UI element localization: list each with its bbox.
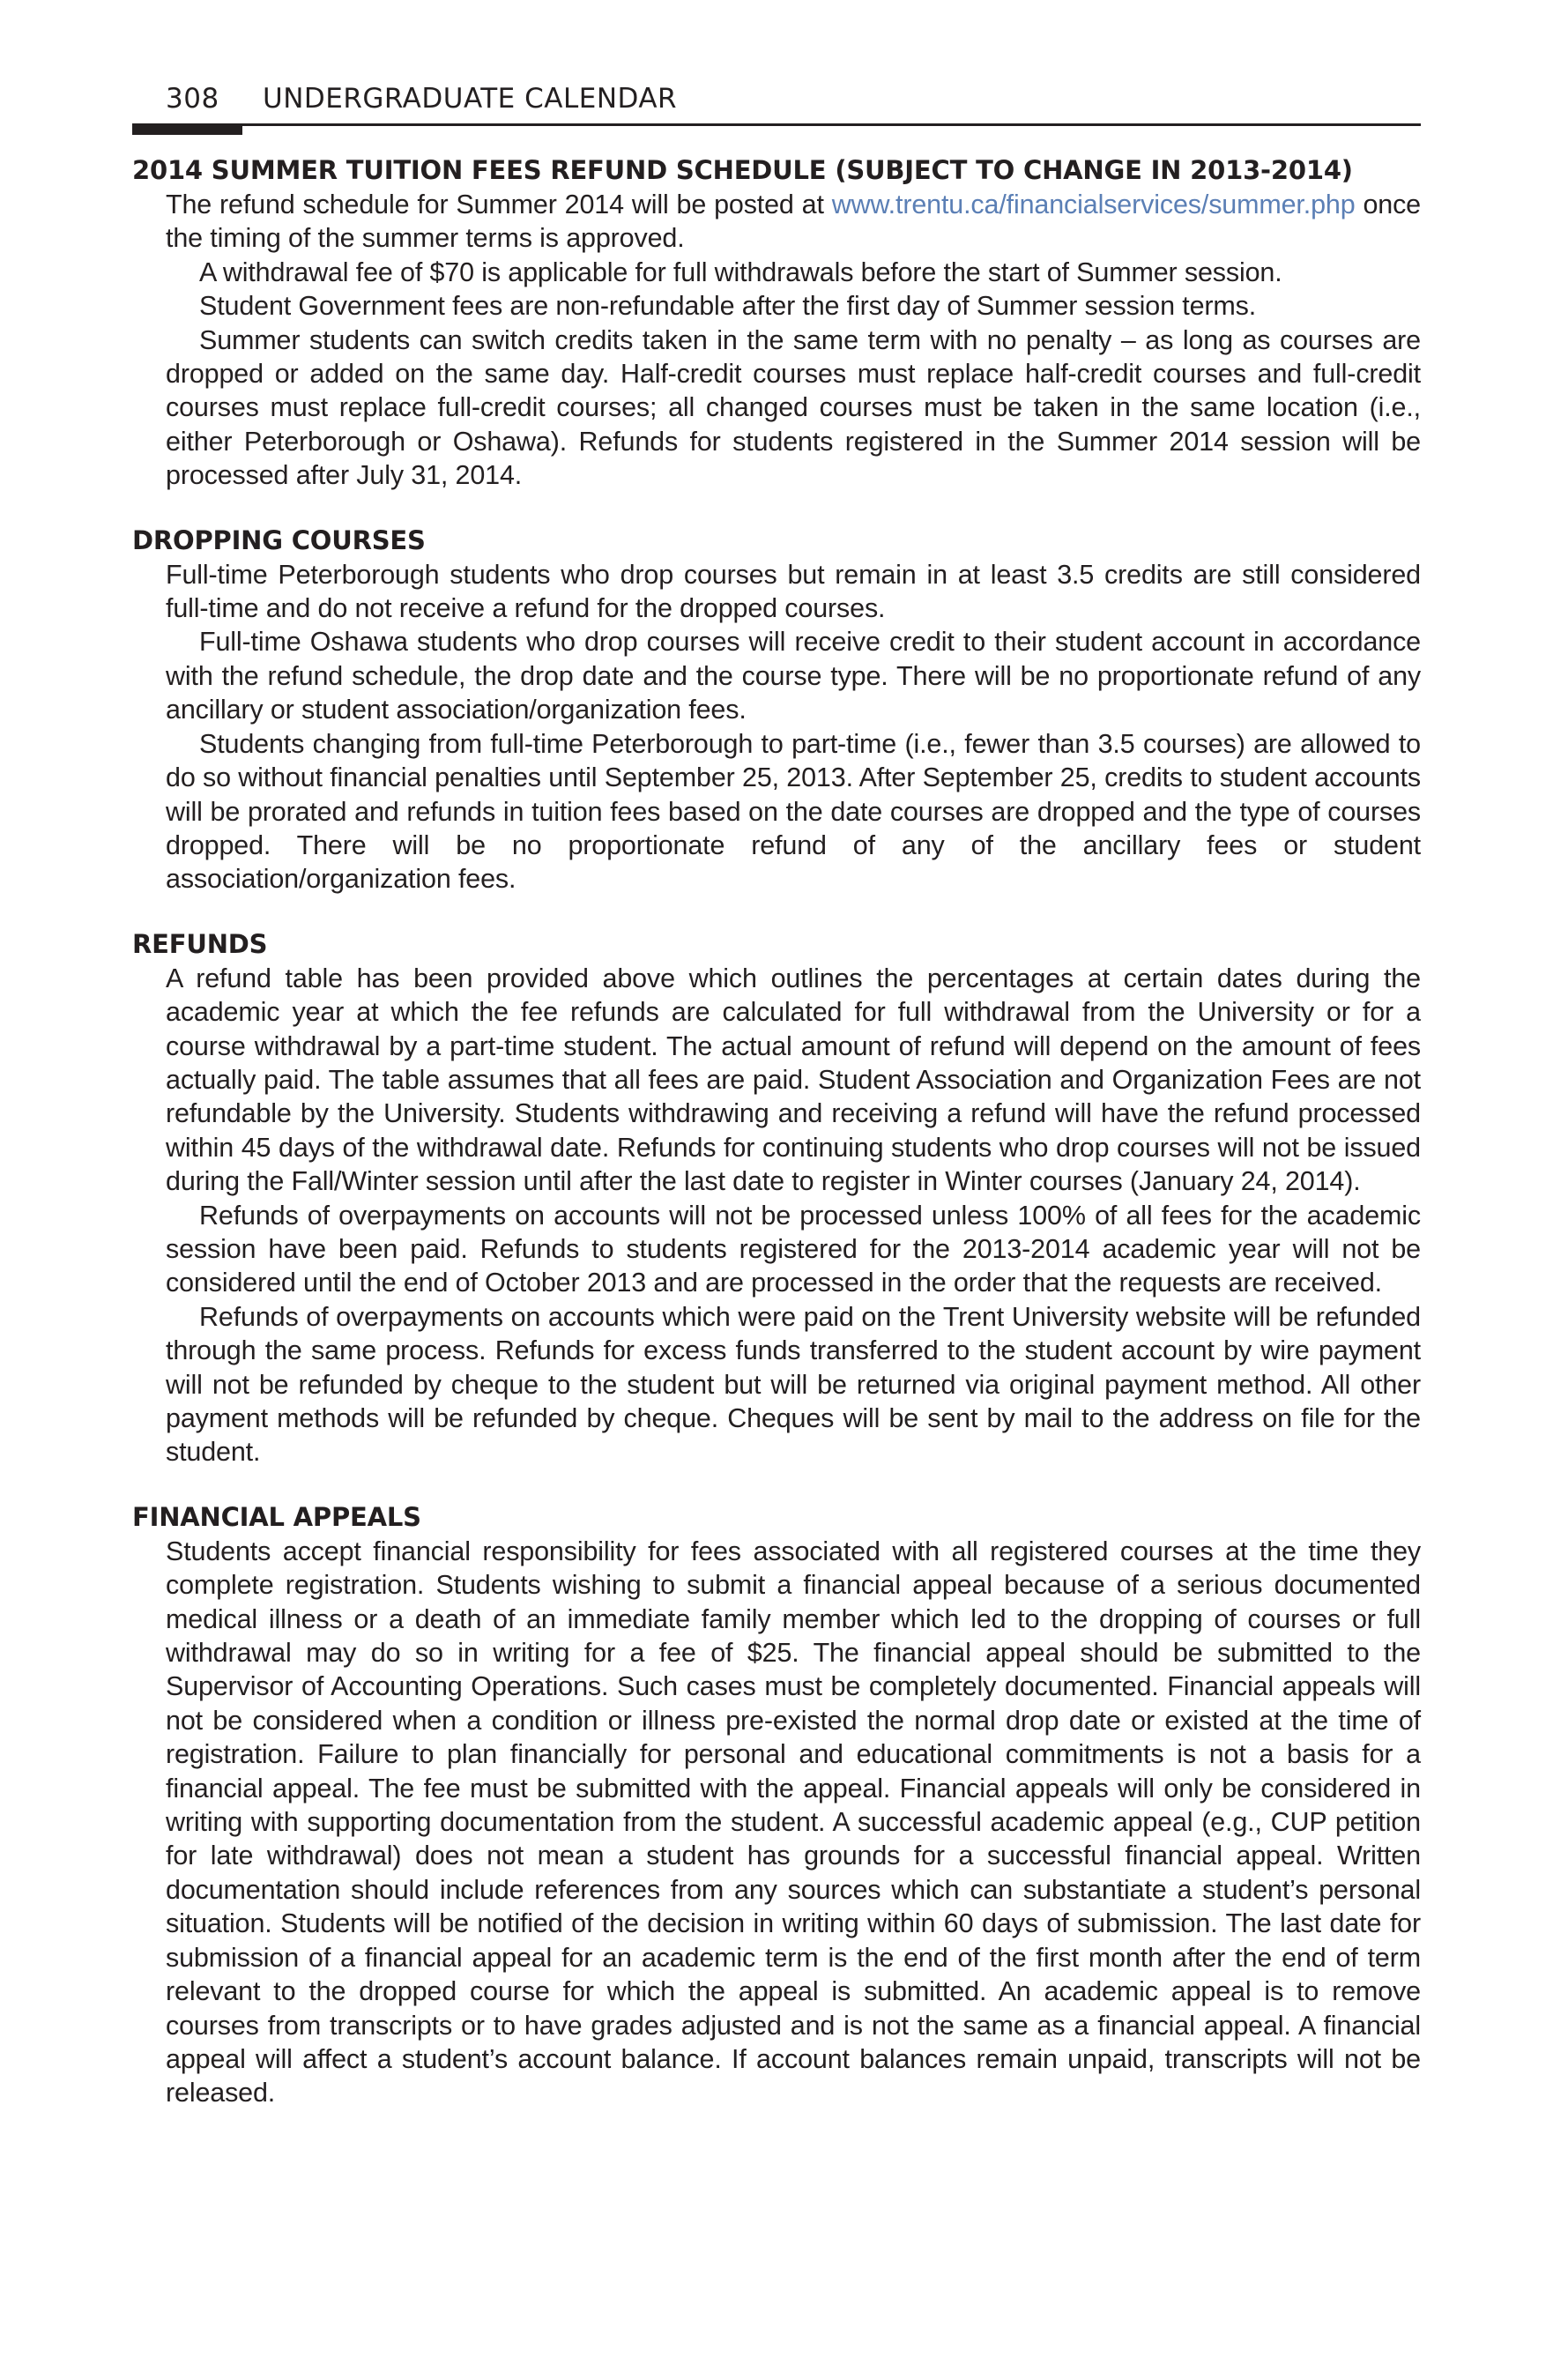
summer-paragraph-1 [166,188,1421,256]
dropping-courses-section [132,523,1421,896]
appeals-paragraph-1: Students accept financial responsibility for fees associated with all registered courses at the time they complete registration. Students wishing to submit a financial appeal because of a serious documented medical illness or a death of an immediate family member which led to the dropping of courses or full withdrawal may do so in writing for a fee of $25. The financial appeal should be submitted to the Supervisor of Accounting Operations. Such cases must be completely documented. Financial appeals will not be considered when a condition or illness pre-existed the normal drop date or existed at the time of registration. Failure to plan financially for personal and educational commitments is not a basis for a financial appeal. The fee must be submitted with the appeal. Financial appeals will only be considered in writing with supporting documentation from the student. A successful academic appeal (e.g., CUP petition for late withdrawal) does not mean a student has grounds for a successful financial appeal. Written documentation should include references from any sources which can substantiate a student’s personal situation. Students will be notified of the decision in writing within 60 days of submission. The last date for submission of a financial appeal for an academic term is the end of the first month after the end of term relevant to the dropped course for which the appeal is submitted. An academic appeal is to remove courses from transcripts or to have grades adjusted and is not the same as a financial appeal. A financial appeal will affect a student’s account balance. If account balances remain unpaid, transcripts will not be released. [166,1536,1421,2109]
section-heading-refunds: REFUNDS [132,928,268,959]
summer-paragraph-3: Student Government fees are non-refundable after the first day of Summer session terms. [199,291,1257,322]
dropping-paragraph-1: Full-time Peterborough students who drop courses but remain in at least 3.5 credits are still considered full-time and do not receive a refund for the dropped courses. [166,559,1421,624]
dropping-paragraph-2: Full-time Oshawa students who drop courses will receive credit to their student account in accordance with the refund schedule, the drop date and the course type. There will be no proportionate refund of any ancillary or student association/organization fees. [166,627,1421,725]
refunds-paragraph-2: Refunds of overpayments on accounts will not be processed unless 100% of all fees for the academic session have been paid. Refunds to students registered for the 2013-2014 academic year will not be considered until the end of October 2013 and are processed in the order that the requests are received. [166,1200,1421,1298]
refunds-paragraph-3: Refunds of overpayments on accounts which were paid on the Trent University website will be refunded through the same process. Refunds for excess funds transferred to the student account by wire payment will not be refunded by cheque to the student but will be returned via original payment method. All other payment methods will be refunded by cheque. Cheques will be sent by mail to the address on file for the student. [166,1301,1421,1468]
summer-paragraph-4: Summer students can switch credits taken in the same term with no penalty – as long as courses are dropped or added on the same day. Half-credit courses must replace half-credit courses and full-credit courses must replace full-credit courses; all changed courses must be taken in the same location (i.e., either Peterborough or Oshawa). Refunds for students registered in the Summer 2014 session will be processed after July 31, 2014. [166,324,1421,491]
refunds-section [132,926,1421,1469]
summer-p1-text-before: The refund schedule for Summer 2014 will be posted at [166,190,832,219]
refunds-paragraph-1: A refund table has been provided above which outlines the percentages at certain dates during the academic year at which the fee refunds are calculated for full withdrawal from the University or for a course withdrawal by a part-time student. The actual amount of refund will depend on the amount of fees actually paid. The table assumes that all fees are paid. Student Association and Organization Fees are not refundable by the University. Students withdrawing and receiving a refund will have the refund processed within 45 days of the withdrawal date. Refunds for continuing students who drop courses will not be issued during the Fall/Winter session until after the last date to register in Winter courses (January 24, 2014). [166,963,1421,1197]
summer-paragraph-2: A withdrawal fee of $70 is applicable for full withdrawals before the start of Summer session. [199,257,1282,287]
calendar-page [132,78,1421,2110]
section-heading-dropping: DROPPING COURSES [132,524,426,555]
dropping-paragraph-3: Students changing from full-time Peterborough to part-time (i.e., fewer than 3.5 courses) are allowed to do so without financial penalties until September 25, 2013. After September 25, credits to student accounts will be prorated and refunds in tuition fees based on the date courses are dropped and the type of courses dropped. There will be no proportionate refund of any of the ancillary fees or student association/organization fees. [166,728,1421,895]
financial-appeals-section [132,1499,1421,2110]
running-title: UNDERGRADUATE CALENDAR [263,83,678,115]
header-rule-bar [132,125,242,135]
running-header [132,78,1421,126]
page-number: 308 [166,83,219,115]
summer-refund-section [132,152,1421,493]
section-heading-appeals: FINANCIAL APPEALS [132,1501,421,1532]
section-heading-summer: 2014 SUMMER TUITION FEES REFUND SCHEDULE (SUBJECT TO CHANGE IN 2013-2014) [132,155,1353,185]
summer-refund-link[interactable]: www.trentu.ca/financialservices/summer.php [831,190,1356,219]
summer-p1-text-after: once the timing of the summer terms is approved. [166,190,1421,254]
